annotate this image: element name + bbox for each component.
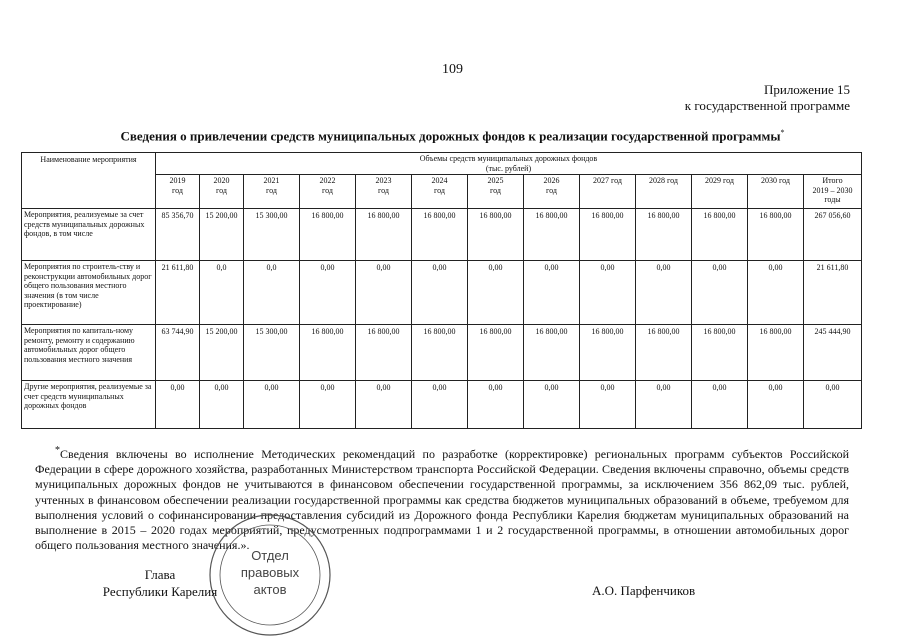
value-cell: 15 200,00 bbox=[200, 209, 244, 261]
value-cell: 0,00 bbox=[524, 381, 580, 429]
value-cell: 16 800,00 bbox=[580, 209, 636, 261]
value-cell: 16 800,00 bbox=[468, 325, 524, 381]
table-row bbox=[22, 209, 862, 261]
funding-table bbox=[21, 152, 862, 429]
year-header-text: 2024 bbox=[431, 176, 448, 185]
year-header-cell bbox=[692, 175, 748, 209]
value-cell: 0,00 bbox=[356, 381, 412, 429]
year-header-cell bbox=[748, 175, 804, 209]
volume-header bbox=[156, 153, 862, 175]
year-header-text: год bbox=[216, 185, 227, 195]
value-cell: 16 800,00 bbox=[468, 209, 524, 261]
year-header-text: 2022 bbox=[319, 176, 336, 185]
value-cell: 16 800,00 bbox=[636, 209, 692, 261]
year-header-cell bbox=[300, 175, 356, 209]
signature-title-line-1: Глава bbox=[144, 567, 176, 582]
value-cell: 16 800,00 bbox=[692, 209, 748, 261]
year-header-cell bbox=[244, 175, 300, 209]
value-cell: 16 800,00 bbox=[748, 325, 804, 381]
footnote bbox=[35, 443, 849, 553]
value-cell: 0,00 bbox=[524, 261, 580, 325]
value-cell: 0,00 bbox=[300, 381, 356, 429]
year-header-text: 2030 год bbox=[761, 176, 790, 185]
signature-name: А.О. Парфенчиков bbox=[592, 583, 696, 598]
signature-left bbox=[90, 566, 230, 600]
value-cell: 16 800,00 bbox=[748, 209, 804, 261]
year-header-text: 2021 bbox=[263, 176, 280, 185]
value-cell: 267 056,60 bbox=[804, 209, 862, 261]
year-header-cell bbox=[524, 175, 580, 209]
value-cell: 0,0 bbox=[200, 261, 244, 325]
value-cell: 0,00 bbox=[580, 381, 636, 429]
value-cell: 245 444,90 bbox=[804, 325, 862, 381]
year-header-cell bbox=[804, 175, 862, 209]
annex-caption bbox=[685, 82, 850, 114]
value-cell: 16 800,00 bbox=[412, 209, 468, 261]
year-header-text: 2025 bbox=[487, 176, 504, 185]
stamp-line-3: актов bbox=[253, 582, 287, 597]
annex-line-2: к государственной программе bbox=[684, 98, 850, 113]
value-cell: 16 800,00 bbox=[412, 325, 468, 381]
year-header-text: год bbox=[490, 185, 501, 195]
table-row bbox=[22, 325, 862, 381]
value-cell: 16 800,00 bbox=[356, 325, 412, 381]
value-cell: 0,00 bbox=[580, 261, 636, 325]
value-cell: 0,00 bbox=[300, 261, 356, 325]
value-cell: 0,00 bbox=[692, 261, 748, 325]
year-header-text: 2029 год bbox=[705, 176, 734, 185]
value-cell: 0,00 bbox=[636, 381, 692, 429]
value-cell: 0,00 bbox=[200, 381, 244, 429]
year-header-text: 2026 bbox=[543, 176, 560, 185]
value-cell: 63 744,90 bbox=[156, 325, 200, 381]
year-header-cell bbox=[356, 175, 412, 209]
value-cell: 16 800,00 bbox=[300, 325, 356, 381]
value-cell: 15 300,00 bbox=[244, 325, 300, 381]
value-cell: 16 800,00 bbox=[356, 209, 412, 261]
row-name-cell: Мероприятия по строитель-ству и реконструкции автомобильных дорог общего пользования местного значения (в том числе проектирование) bbox=[22, 261, 156, 325]
year-header-text: 2027 год bbox=[593, 176, 622, 185]
stamp-line-2: правовых bbox=[240, 565, 300, 580]
value-cell: 16 800,00 bbox=[524, 209, 580, 261]
value-cell: 15 200,00 bbox=[200, 325, 244, 381]
annex-line-1: Приложение 15 bbox=[763, 82, 850, 97]
value-cell: 0,00 bbox=[692, 381, 748, 429]
year-header-text: 2019 bbox=[169, 176, 186, 185]
year-header-text: 2019 – 2030 bbox=[812, 185, 853, 195]
year-header-text: год bbox=[266, 185, 277, 195]
document-title bbox=[0, 128, 905, 144]
value-cell: 0,00 bbox=[748, 381, 804, 429]
row-name-cell: Мероприятия по капиталь-ному ремонту, ремонту и содержанию автомобильных дорог общего пользования местного значения bbox=[22, 325, 156, 381]
footnote-paragraph bbox=[35, 443, 849, 553]
value-cell: 0,00 bbox=[468, 261, 524, 325]
table-row bbox=[22, 381, 862, 429]
year-header-cell bbox=[580, 175, 636, 209]
value-cell: 0,00 bbox=[412, 261, 468, 325]
value-cell: 0,00 bbox=[356, 261, 412, 325]
row-name-cell: Другие мероприятия, реализуемые за счет средств муниципальных дорожных фондов bbox=[22, 381, 156, 429]
header-row-1 bbox=[22, 153, 862, 175]
year-header-text: годы bbox=[824, 195, 841, 204]
year-header-text: год bbox=[322, 185, 333, 195]
footnote-mark: * bbox=[55, 445, 60, 456]
year-header-cell bbox=[200, 175, 244, 209]
value-cell: 0,00 bbox=[804, 381, 862, 429]
value-cell: 16 800,00 bbox=[524, 325, 580, 381]
value-cell: 0,00 bbox=[156, 381, 200, 429]
page-number: 109 bbox=[442, 62, 463, 77]
value-cell: 0,0 bbox=[244, 261, 300, 325]
stamp-line-1: Отдел bbox=[251, 548, 289, 563]
year-header-text: Итого bbox=[822, 176, 843, 185]
value-cell: 21 611,80 bbox=[804, 261, 862, 325]
title-text: Сведения о привлечении средств муниципальных дорожных фондов к реализации государственной программы bbox=[120, 128, 781, 144]
footnote-text: Сведения включены во исполнение Методических рекомендаций по разработке (корректировке) региональных программ субъектов Российской Федерации в сфере дорожного хозяйства, разработанных Министерством транспорта Российской Федерации. Сведения включены справочно, объемы средств муниципальных дорожных фондов не учитываются в финансовом обеспечении государственной программы, за исключением 356 862,09 тыс. рублей, учтенных в финансовом обеспечении реализации государственной программы как средства бюджетов муниципальных образований в объеме, требуемом для выполнения условий о софинансировании предоставления субсидий из Дорожного фонда Республики Карелия бюджетам муниципальных образований на выполнение в 2015 – 2020 годах мероприятий, предусмотренных подпрограммами 1 и 2 государственной программы, в отношении автомобильных дорог общего пользования местного значения.». bbox=[35, 447, 849, 553]
year-header-text: год bbox=[546, 185, 557, 195]
year-header-cell bbox=[468, 175, 524, 209]
year-header-cell bbox=[156, 175, 200, 209]
value-cell: 0,00 bbox=[636, 261, 692, 325]
year-header-text: год bbox=[434, 185, 445, 195]
value-cell: 16 800,00 bbox=[692, 325, 748, 381]
value-cell: 16 800,00 bbox=[300, 209, 356, 261]
volume-header-line-1: Объемы средств муниципальных дорожных фондов bbox=[419, 154, 598, 163]
value-cell: 16 800,00 bbox=[580, 325, 636, 381]
title-footnote-mark: * bbox=[780, 128, 785, 137]
value-cell: 16 800,00 bbox=[636, 325, 692, 381]
value-cell: 0,00 bbox=[412, 381, 468, 429]
year-header-text: 2023 bbox=[375, 176, 392, 185]
value-cell: 0,00 bbox=[244, 381, 300, 429]
name-header: Наименование мероприятия bbox=[22, 153, 156, 209]
value-cell: 0,00 bbox=[748, 261, 804, 325]
value-cell: 0,00 bbox=[468, 381, 524, 429]
value-cell: 85 356,70 bbox=[156, 209, 200, 261]
value-cell: 21 611,80 bbox=[156, 261, 200, 325]
year-header-text: 2020 bbox=[213, 176, 230, 185]
year-header-text: 2028 год bbox=[649, 176, 678, 185]
value-cell: 15 300,00 bbox=[244, 209, 300, 261]
year-header-text: год bbox=[378, 185, 389, 195]
signature-title-line-2: Республики Карелия bbox=[102, 584, 218, 599]
table-row bbox=[22, 261, 862, 325]
year-header-cell bbox=[412, 175, 468, 209]
row-name-cell: Мероприятия, реализуемые за счет средств муниципальных дорожных фондов, в том числе bbox=[22, 209, 156, 261]
year-header-cell bbox=[636, 175, 692, 209]
volume-header-line-2: (тыс. рублей) bbox=[485, 163, 532, 173]
year-header-text: год bbox=[172, 185, 183, 195]
